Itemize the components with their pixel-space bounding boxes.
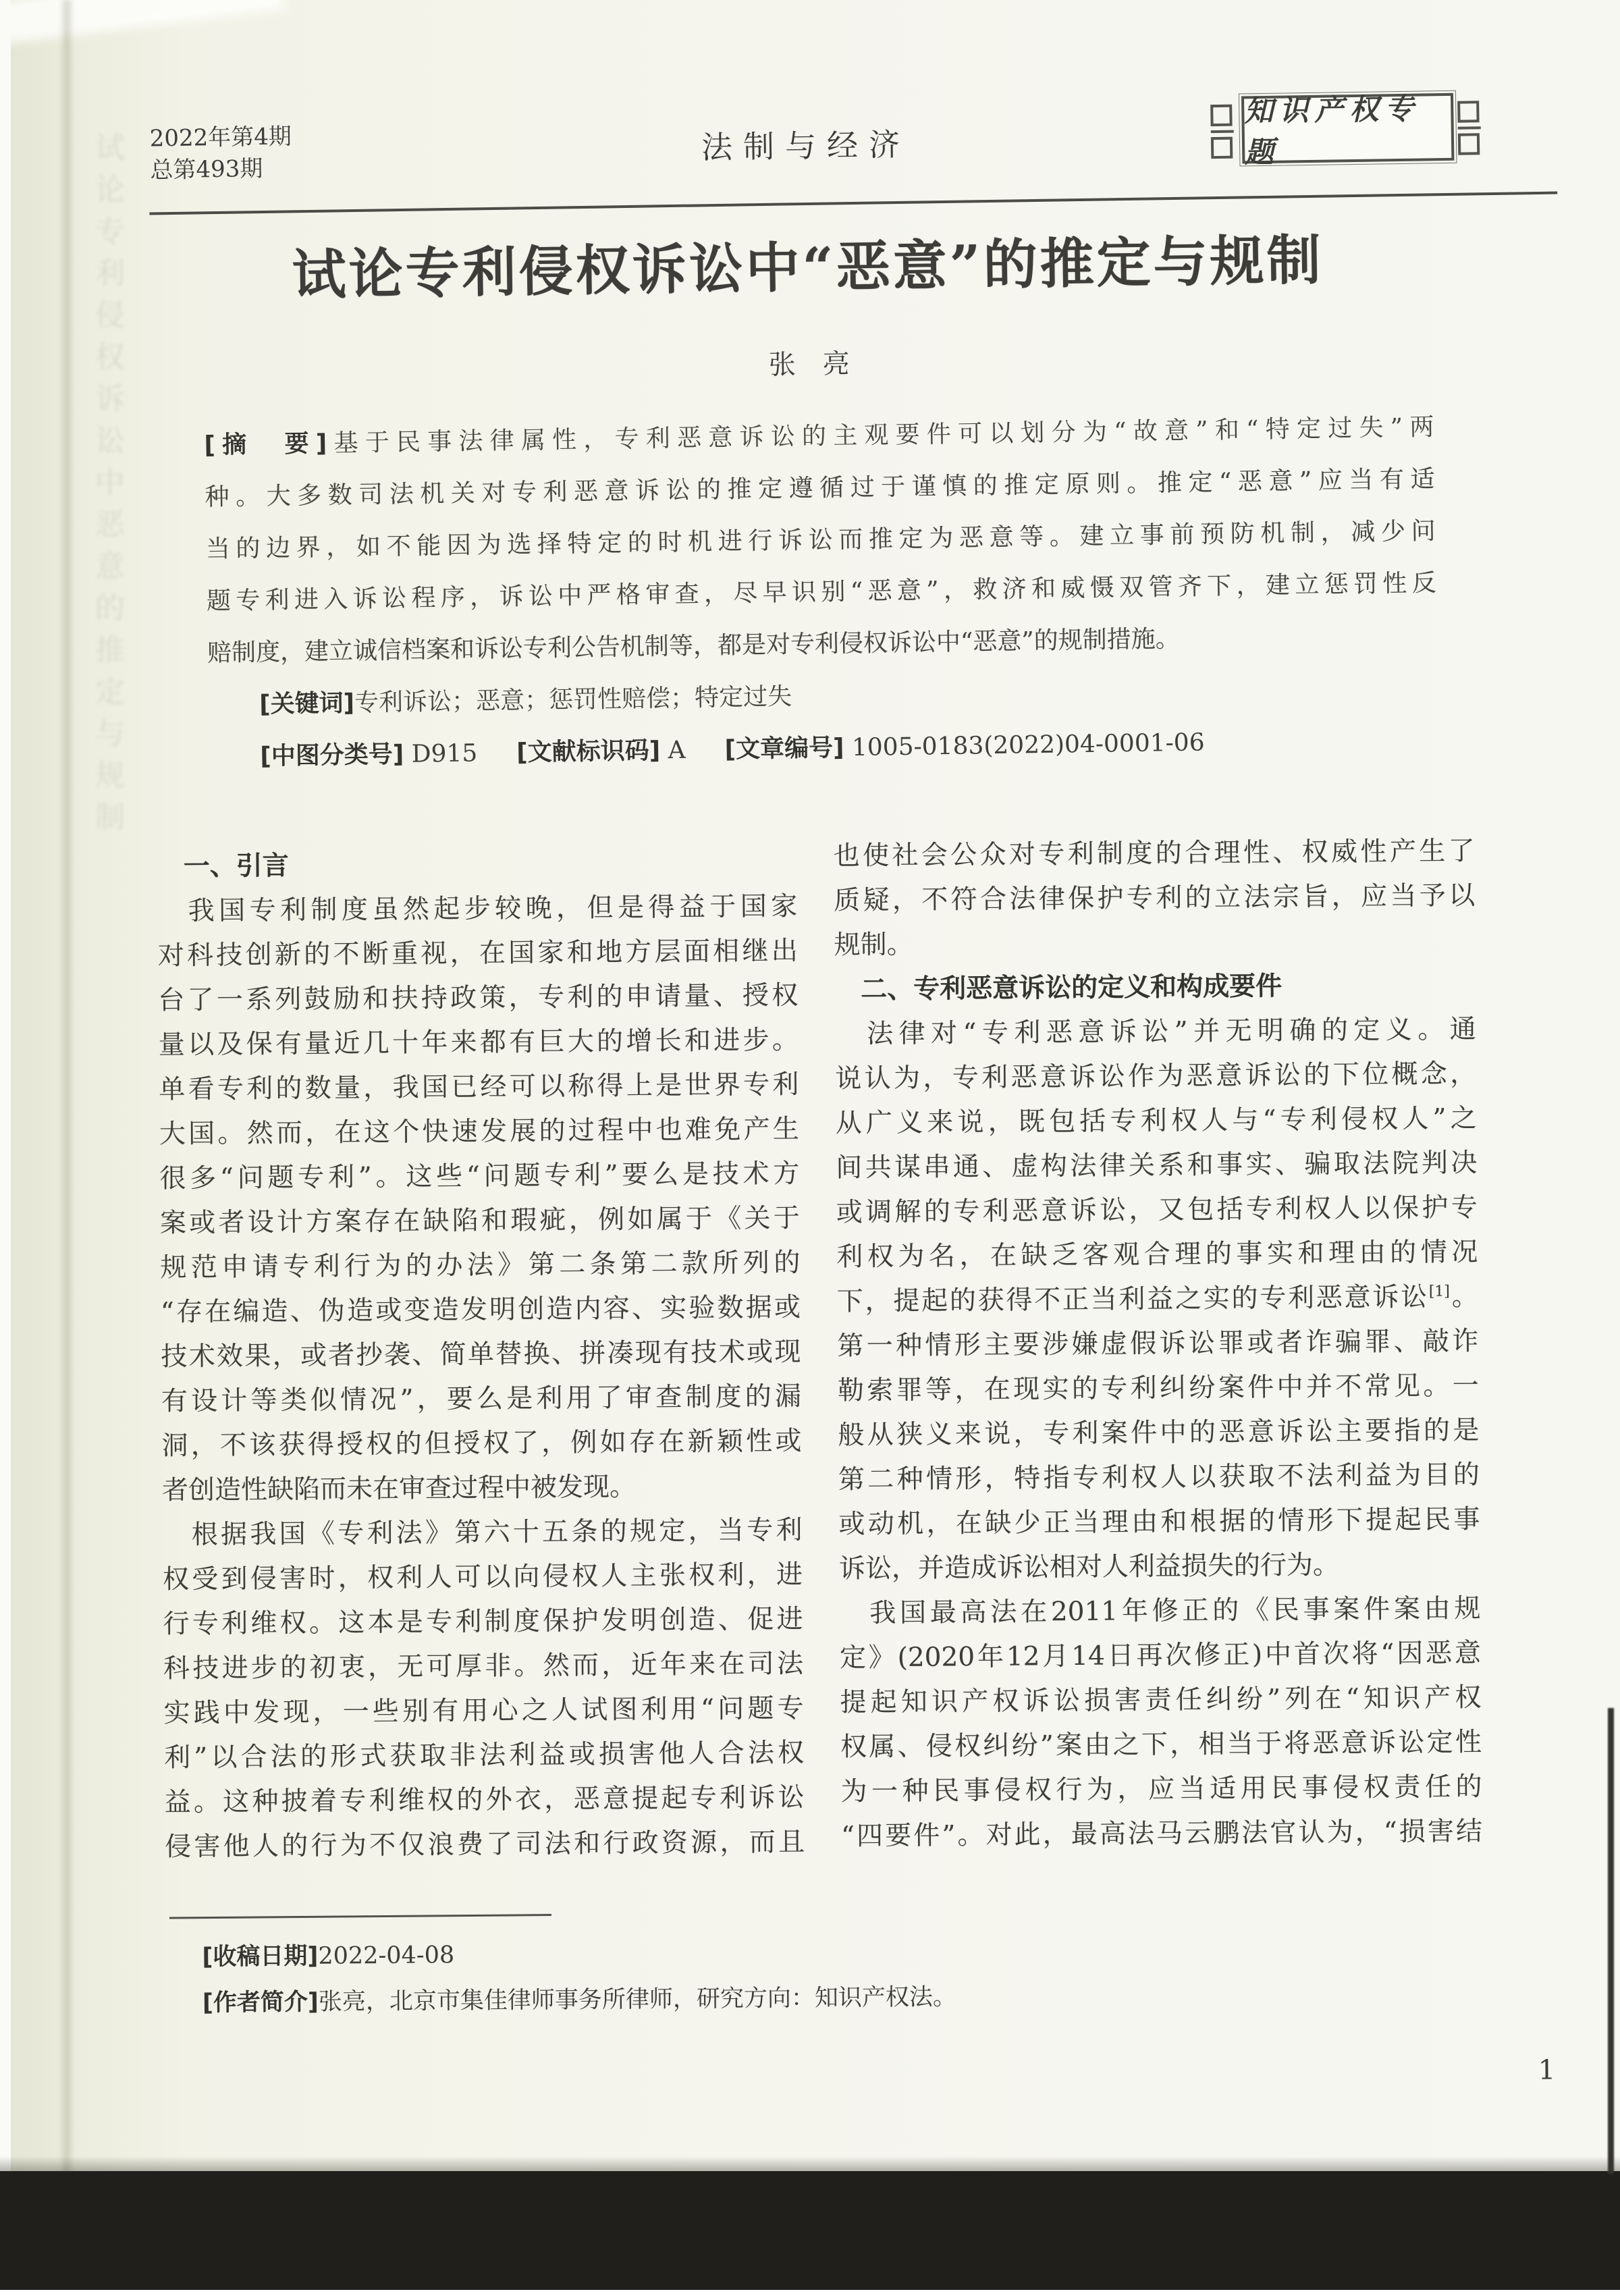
text-line: 利权为名，在缺乏客观合理的事实和理由的情况: [836, 1237, 1478, 1273]
article-id-label: [文章编号]: [724, 734, 844, 764]
text-line: 洞，不该获得授权的但授权了，例如存在新颖性或: [161, 1426, 802, 1462]
text-line: 侵害他人的行为不仅浪费了司法和行政资源，而且: [164, 1827, 805, 1863]
text-line: 下，提起的获得不正当利益之实的专利恶意诉讼[1]。: [836, 1281, 1478, 1317]
author-bio-value: 张亮，北京市集佳律师事务所律师，研究方向：知识产权法。: [318, 1983, 957, 2016]
text-line: 单看专利的数量，我国已经可以称得上是世界专利: [159, 1069, 799, 1105]
received-date-line: [169, 1926, 1263, 1981]
section-heading: 二、专利恶意诉讼的定义和构成要件: [834, 971, 1282, 1005]
text-line: 从广义来说，既包括专利权人与“专利侵权人”之: [835, 1103, 1477, 1139]
journal-name: 法制与经济: [701, 126, 911, 166]
text-line: 提起知识产权诉讼损害责任纠纷”列在“知识产权: [840, 1682, 1482, 1718]
scan-bottom-shadow: [0, 2156, 1620, 2171]
text-line: 根据我国《专利法》第六十五条的规定，当专利: [162, 1515, 803, 1551]
text-line: 种。大多数司法机关对专利恶意诉讼的推定遵循过于谨慎的推定原则。推定“恶意”应当有适: [205, 465, 1435, 512]
article-title: 试论专利侵权诉讼中“恶意”的推定与规制: [292, 228, 1324, 307]
footnote-divider-line: [169, 1914, 551, 1919]
text-line: 台了一系列鼓励和扶持政策，专利的申请量、授权: [158, 980, 799, 1016]
text-line: “存在编造、伪造或变造发明创造内容、实验数据或: [160, 1292, 801, 1328]
text-line: 题专利进入诉讼程序，诉讼中严格审查，尽早识别“恶意”，救济和威慑双管齐下，建立惩罚性反: [206, 569, 1437, 616]
text-line: 有设计等类似情况”，要么是利用了审查制度的漏: [161, 1381, 802, 1417]
text-line: 我国最高法在2011年修正的《民事案件案由规: [839, 1593, 1481, 1629]
text-line: 权受到侵害时，权利人可以向侵权人主张权利，进: [162, 1559, 803, 1595]
page-number: 1: [1538, 2054, 1556, 2086]
abstract-text: 基于民事法律属性，专利恶意诉讼的主观要件可以划分为“故意”和“特定过失”两: [327, 413, 1434, 458]
text-line: 第一种情形主要涉嫌虚假诉讼罪或者诈骗罪、敲诈: [837, 1326, 1479, 1362]
text-line: 质疑，不符合法律保护专利的立法宗旨，应当予以: [833, 880, 1476, 916]
doc-code-label: [文献标识码]: [516, 737, 661, 767]
text-line: 间共谋串通、虚构法律关系和事实、骗取法院判决: [836, 1148, 1478, 1183]
text-line: 赔制度，建立诚信档案和诉讼专利公告机制等，都是对专利侵权诉讼中“恶意”的规制措施。: [207, 624, 1181, 668]
text-line: 者创造性缺陷而未在审查过程中被发现。: [161, 1472, 637, 1506]
text-line: 很多“问题专利”。这些“问题专利”要么是技术方: [159, 1158, 800, 1194]
text-line: 我国专利制度虽然起步较晚，但是得益于国家: [157, 891, 798, 927]
text-line: “四要件”。对此，最高法马云鹏法官认为，“损害结: [840, 1816, 1483, 1852]
text-line: 量以及保有量近几十年来都有巨大的增长和进步。: [158, 1025, 799, 1061]
text-line: 行专利维权。这本是专利制度保护发明创造、促进: [163, 1604, 803, 1640]
issue-number: 2022年第4期: [149, 123, 292, 153]
footnote-block: [169, 1926, 1264, 2027]
text-line: 为一种民事侵权行为，应当适用民事侵权责任的: [840, 1771, 1482, 1807]
text-line: 科技进步的初衷，无可厚非。然而，近年来在司法: [163, 1649, 804, 1684]
abstract-label: [摘 要]: [204, 429, 327, 460]
text-line: 勒索罪等，在现实的专利纠纷案件中并不常见。一: [837, 1370, 1480, 1406]
text-line: 法律对“专利恶意诉讼”并无明确的定义。通: [834, 1014, 1476, 1050]
article-author: 张 亮: [768, 348, 850, 381]
text-line: 技术效果，或者抄袭、简单替换、拼凑现有技术或现: [161, 1337, 801, 1372]
article-id-value: 1005-0183(2022)04-0001-06: [851, 728, 1205, 762]
doc-code-value: A: [668, 736, 686, 765]
text-line: 规范申请专利行为的办法》第二条第二款所列的: [160, 1248, 801, 1283]
text-line: 益。这种披着专利维权的外衣，恶意提起专利诉讼: [164, 1782, 805, 1818]
text-line: 第二种情形，特指专利权人以获取不法利益为目的: [838, 1460, 1480, 1495]
right-column: [833, 829, 1482, 1859]
clc-value: D915: [411, 739, 478, 768]
text-line: 实践中发现，一些别有用心之人试图利用“问题专: [163, 1693, 804, 1729]
keywords-label: [关键词]: [259, 689, 355, 719]
text-line: 般从狭义来说，专利案件中的恶意诉讼主要指的是: [838, 1415, 1480, 1451]
text-line: 也使社会公众对专利制度的合理性、权威性产生了: [833, 836, 1475, 872]
clc-label: [中图分类号]: [260, 740, 404, 771]
author-bio-line: [170, 1972, 1264, 2027]
received-date-label: [收稿日期]: [202, 1942, 319, 1971]
text-line: 说认为，专利恶意诉讼作为恶意诉讼的下位概念，: [835, 1059, 1477, 1094]
text-line: 权属、侵权纠纷”案由之下，相当于将恶意诉讼定性: [840, 1727, 1482, 1763]
text-line: 利”以合法的形式获取非法利益或损害他人合法权: [163, 1738, 805, 1773]
bleed-through-ghost-text: 试论专利侵权诉讼中恶意的推定与规制: [90, 132, 124, 843]
footnote-ref: [1]: [1428, 1283, 1451, 1300]
text-line: 或调解的专利恶意诉讼，又包括专利权人以保护专: [836, 1192, 1478, 1228]
author-bio-label: [作者简介]: [202, 1988, 319, 2017]
text-line: 对科技创新的不断重视，在国家和地方层面相继出: [157, 936, 798, 971]
keywords-text: 专利诉讼；恶意；惩罚性赔偿；特定过失: [354, 683, 792, 718]
cumulative-issue-number: 总第493期: [150, 155, 263, 184]
text-line: 定》(2020年12月14日再次修正)中首次将“因恶意: [839, 1638, 1482, 1674]
scan-bottom-band: [0, 2171, 1620, 2290]
text-line: 当的边界，如不能因为选择特定的时机进行诉讼而推定为恶意等。建立事前预防机制，减少问: [205, 517, 1436, 564]
received-date-value: 2022-04-08: [318, 1942, 455, 1970]
left-column: [157, 840, 805, 1869]
text-line: 或动机，在缺少正当理由和根据的情形下提起民事: [838, 1504, 1480, 1540]
text-line: 大国。然而，在这个快速发展的过程中也难免产生: [159, 1114, 799, 1150]
scan-right-edge-line: [1608, 1708, 1614, 2174]
text-line: 规制。: [834, 929, 913, 961]
section-heading: 一、引言: [157, 851, 289, 882]
text-line: 诉讼，并造成诉讼相对人利益损失的行为。: [838, 1549, 1340, 1584]
text-line: 案或者设计方案存在缺陷和瑕疵，例如属于《关于: [159, 1203, 801, 1239]
topic-badge: 知识产权专题: [1241, 93, 1454, 164]
